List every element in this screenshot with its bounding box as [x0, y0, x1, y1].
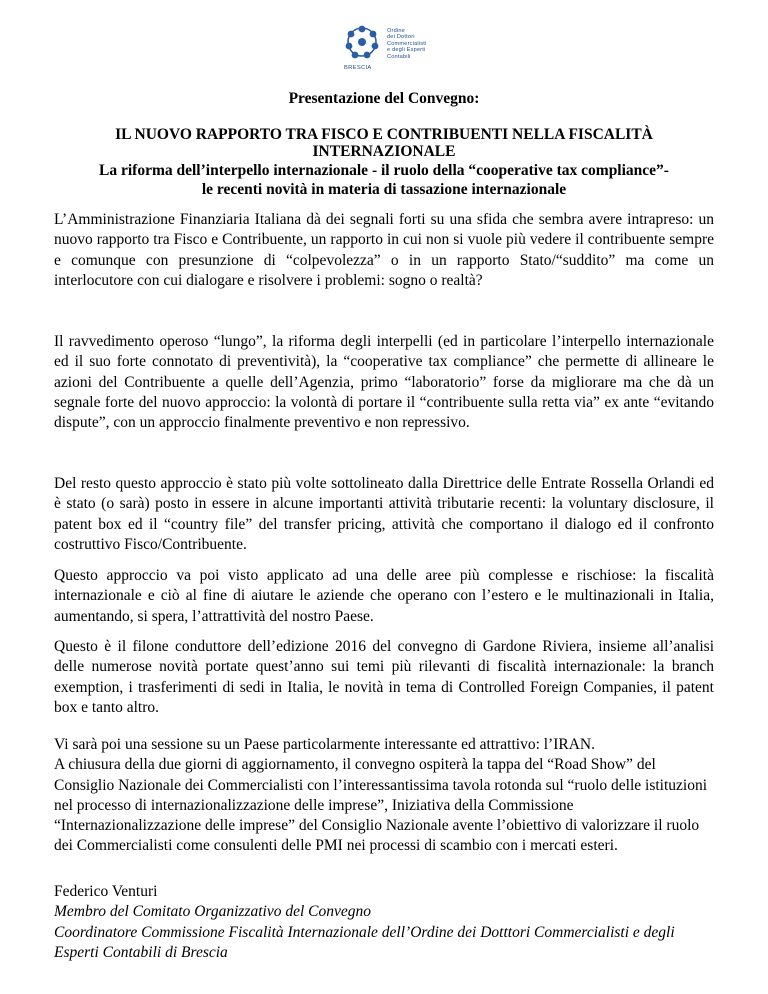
signer-name: Federico Venturi: [54, 883, 158, 900]
order-name: Ordine dei Dottori Commercialisti e degli Esperti Contabili: [387, 28, 427, 60]
paragraph-6-first-line: Vi sarà poi una sessione su un Paese particolarmente interessante ed attrattivo: l’IRAN.: [54, 736, 595, 753]
paragraph-5: Questo è il filone conduttore dell’edizione 2016 del convegno di Gardone Riviera, insieme all’analisi delle numerose novità portate quest’anno sui temi più rilevanti di fiscalità internazionale: la branch exemption, i trasferimenti di sedi in Italia, le novità in tema di Controlled Foreign Companies, il patent box e tanto altro.: [54, 638, 714, 716]
conference-subtitle: [0, 161, 768, 199]
paragraph-3: Del resto questo approccio è stato più volte sottolineato dalla Direttrice delle Entrate Rossella Orlandi ed è stato (o sarà) posto in essere in alcune importanti attività tributarie recenti: la voluntary disclosure, il patent box ed il “country file” del transfer pricing, attività che comportano il dialogo ed il confronto costruttivo Fisco/Contribuente.: [54, 475, 714, 553]
conference-title: IL NUOVO RAPPORTO TRA FISCO E CONTRIBUENTI NELLA FISCALITÀ INTERNAZIONALE: [115, 126, 653, 160]
order-city: BRESCIA: [344, 65, 372, 71]
paragraph-1: L’Amministrazione Finanziaria Italiana dà dei segnali forti su una sfida che sembra avere intrapreso: un nuovo rapporto tra Fisco e Contribuente, un rapporto in cui non si vuole più vedere il contribuente sempre e comunque con presunzione di “colpevolezza” o in un rapporto Stato/“suddito” ma come un interlocutore con cui dialogare e risolvere i problemi: sogno o realtà?: [54, 211, 714, 289]
signer-role-2: Coordinatore Commissione Fiscalità Internazionale dell’Ordine dei Dotttori Commercialisti e degli Esperti Contabili di Brescia: [54, 923, 675, 961]
presentation-heading: Presentazione del Convegno:: [288, 90, 480, 107]
paragraph-4: Questo approccio va poi visto applicato ad una delle aree più complesse e rischiose: la fiscalità internazionale e ciò al fine di aiutare le aziende che operano con l’estero e le multinazionali in Italia, aumentando, si spera, l’attrattività del nostro Paese.: [54, 567, 714, 625]
paragraph-6: [54, 735, 714, 857]
signature-block: [54, 882, 714, 963]
paragraph-2: Il ravvedimento operoso “lungo”, la riforma degli interpelli (ed in particolare l’interpello internazionale ed il suo forte connotato di preventività), la “cooperative tax compliance” che permette di allineare le azioni del Contribuente a quelle dell’Agenzia, primo “laboratorio” forse da migliorare ma che dà un segnale forte del nuovo approccio: la volontà di portare il “contribuente sulla retta via” ex ante “evitando dispute”, con un approccio finalmente preventivo e non repressivo.: [54, 333, 714, 432]
signer-role-1: Membro del Comitato Organizzativo del Convegno: [54, 903, 372, 921]
subtitle-line-2: le recenti novità in materia di tassazione internazionale: [201, 181, 567, 198]
order-logo: [340, 22, 460, 78]
paragraph-6-rest: A chiusura della due giorni di aggiornamento, il convegno ospiterà la tappa del “Road Show” del Consiglio Nazionale dei Commercialisti con l’interessantissima tavola rotonda sul “ruolo delle istituzioni nel processo di internazionalizzazione delle imprese”, Iniziativa della Commissione “Internazionalizzazione delle imprese” del Consiglio Nazionale avente l’obiettivo di valorizzare il ruolo dei Commercialisti come consulenti delle PMI nei processi di scambio con i mercati esteri.: [54, 756, 708, 855]
order-emblem-icon: [340, 22, 384, 66]
subtitle-line-1: La riforma dell’interpello internazionale - il ruolo della “cooperative tax compliance”-: [99, 162, 669, 179]
